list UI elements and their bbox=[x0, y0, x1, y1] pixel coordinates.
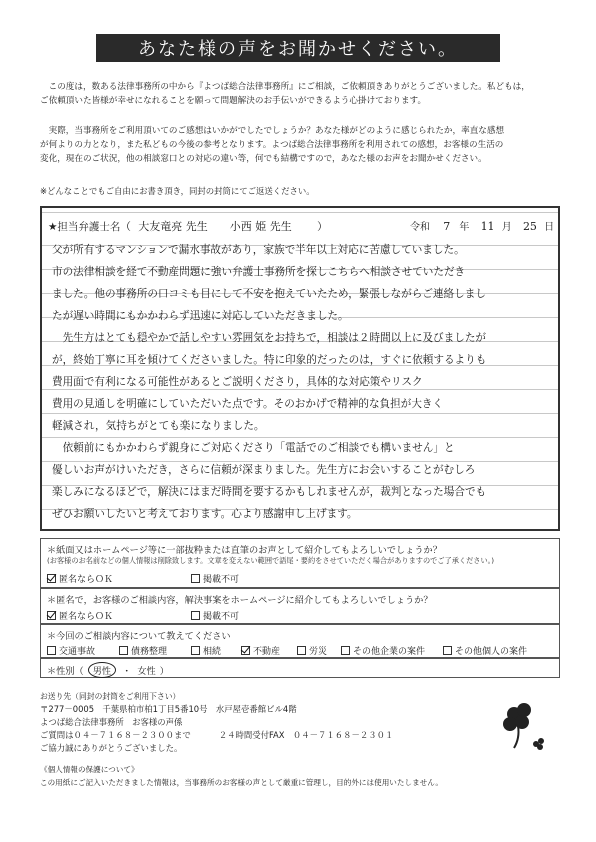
option-label: 相続 bbox=[203, 647, 222, 657]
q1-subtext: (お客様のお名前などの個人情報は削除致します。文章を変えない範囲で語尾・要約をさせていただく場合がありますのでご了承ください。) bbox=[47, 556, 495, 565]
checkbox-unchecked[interactable] bbox=[191, 646, 200, 655]
q1-title: ＊紙面又はホームページ等に一部抜粋または直筆のお声として紹介してもよろしいでしょうか？ bbox=[47, 545, 442, 556]
date-year: 7 bbox=[443, 220, 451, 233]
option-label: 労災 bbox=[309, 647, 328, 657]
lawyer-name-row bbox=[48, 218, 328, 234]
checkbox-unchecked[interactable] bbox=[191, 611, 200, 620]
checkbox-unchecked[interactable] bbox=[341, 646, 350, 655]
gender-separator: ・ bbox=[122, 666, 132, 677]
feedback-line: 先生方はとても穏やかで話しやすい雰囲気をお持ちで，相談は２時間以上に及びましたが bbox=[52, 332, 487, 344]
feedback-line: ました。他の事務所の口コミも目にして不安を抱えていたため，緊張しながらご連絡しまし bbox=[52, 288, 486, 300]
option-label: 掲載不可 bbox=[203, 612, 240, 622]
q4-label-close: ） bbox=[159, 666, 169, 677]
date-row bbox=[410, 218, 554, 233]
send-to-label: お送り先（同封の封筒をご利用下さい） bbox=[40, 692, 181, 701]
feedback-line: 費用面で有利になる可能性があるとご説明くださり，具体的な対応策やリスク bbox=[52, 376, 423, 388]
q3-title: ＊今回のご相談内容について教えてください bbox=[47, 631, 231, 642]
lawyer-label-close: ） bbox=[317, 221, 328, 233]
q3-option[interactable] bbox=[241, 644, 280, 657]
feedback-line: 費用の見通しを明確にしていただいた点です。そのおかげで精神的な負担が大きく bbox=[52, 398, 444, 410]
intro-paragraph-1: この度は，数ある法律事務所の中から『よつば総合法律事務所』にご相談，ご依頼頂きありがとうございました。私どもは， ご依頼頂いた皆様が幸せになれることを願って問題解決のお手伝いができるよう心掛けております。 bbox=[40, 82, 530, 106]
feedback-line: が，終始丁寧に耳を傾けてくださいました。特に印象的だったのは，すぐに依頼するよりも bbox=[52, 354, 487, 366]
checkbox-checked[interactable] bbox=[47, 574, 56, 583]
q3-option[interactable] bbox=[297, 644, 327, 657]
fax-info: ２４時間受付FAX ０４－７１６８－２３０１ bbox=[218, 730, 394, 740]
q3-option[interactable] bbox=[119, 644, 167, 657]
q2-option-anonymous[interactable] bbox=[47, 609, 113, 622]
lawyer-names: 大友竜亮 先生 小西 姫 先生 bbox=[138, 220, 292, 233]
checkbox-checked[interactable] bbox=[241, 646, 250, 655]
contact-row bbox=[40, 729, 560, 742]
tel-info: ご質問は０４－７１６８－２３００まで bbox=[40, 730, 191, 740]
q3-option[interactable] bbox=[443, 644, 527, 657]
checkbox-checked[interactable] bbox=[47, 611, 56, 620]
checkbox-unchecked[interactable] bbox=[119, 646, 128, 655]
q1-publish-consent bbox=[40, 538, 560, 588]
q4-row bbox=[47, 662, 169, 678]
q1-option-anonymous[interactable] bbox=[47, 572, 113, 585]
privacy-title: 《個人情報の保護について》 bbox=[40, 765, 139, 774]
gender-male-selected[interactable]: 男性 bbox=[88, 662, 116, 678]
q3-option[interactable] bbox=[191, 644, 221, 657]
checkbox-unchecked[interactable] bbox=[191, 574, 200, 583]
feedback-line: たが遅い時間にもかかわらず迅速に対応していただきました。 bbox=[52, 310, 349, 322]
feedback-line: 軽減され，気持ちがとても楽になりました。 bbox=[52, 420, 265, 432]
option-label: その他個人の案件 bbox=[455, 647, 528, 657]
footer bbox=[40, 690, 560, 789]
date-day-unit: 日 bbox=[544, 222, 555, 233]
q2-option-decline[interactable] bbox=[191, 609, 239, 622]
office-name: よつば総合法律事務所 お客様の声係 bbox=[40, 717, 183, 727]
checkbox-unchecked[interactable] bbox=[47, 646, 56, 655]
lawyer-label: ★担当弁護士名（ bbox=[48, 221, 131, 233]
feedback-line: 父が所有するマンションで漏水事故があり，家族で半年以上対応に苦慮していました。 bbox=[52, 244, 465, 256]
address: 〒277－0005 千葉県柏市柏1丁目5番10号 水戸屋壱番館ビル4階 bbox=[40, 704, 297, 714]
option-label: 掲載不可 bbox=[203, 575, 240, 585]
q2-case-consent bbox=[40, 588, 560, 624]
feedback-line: 楽しみになるほどで，解決にはまだ時間を要するかもしれませんが，裁判となった場合でも bbox=[52, 486, 487, 498]
option-label: 匿名ならＯＫ bbox=[59, 612, 114, 622]
q3-option[interactable] bbox=[341, 644, 425, 657]
option-label: その他企業の案件 bbox=[353, 647, 426, 657]
date-month: 11 bbox=[480, 220, 495, 233]
date-month-unit: 月 bbox=[501, 222, 512, 233]
q3-option[interactable] bbox=[47, 644, 95, 657]
q4-gender bbox=[40, 658, 560, 678]
option-label: 匿名ならＯＫ bbox=[59, 575, 114, 585]
feedback-box[interactable] bbox=[40, 206, 560, 531]
feedback-line: 依頼前にもかかわらず親身にご対応くださり「電話でのご相談でも構いません」と bbox=[52, 442, 455, 454]
clover-icon bbox=[498, 700, 548, 756]
checkbox-unchecked[interactable] bbox=[297, 646, 306, 655]
privacy-text: この用紙にご記入いただきました情報は，当事務所のお客様の声として厳重に管理し，目的外には使用いたしません。 bbox=[40, 778, 443, 787]
feedback-line: ぜひお願いしたいと考えております。心より感謝申し上げます。 bbox=[52, 508, 358, 520]
q3-consultation-type bbox=[40, 624, 560, 658]
thanks-text: ご協力誠にありがとうございました。 bbox=[40, 743, 183, 753]
date-day: 25 bbox=[522, 220, 537, 233]
q1-option-decline[interactable] bbox=[191, 572, 239, 585]
instructions-note: ※どんなことでもご自由にお書き頂き，同封の封筒にてご返送ください。 bbox=[40, 186, 315, 196]
date-year-unit: 年 bbox=[459, 222, 470, 233]
option-label: 不動産 bbox=[253, 647, 281, 657]
option-label: 債務整理 bbox=[131, 647, 168, 657]
feedback-line: 市の法律相談を経て不動産問題に強い弁護士事務所を探しこちらへ相談させていただき bbox=[52, 266, 466, 278]
q2-title: ＊匿名で，お客様のご相談内容，解決事案をホームページに紹介してもよろしいでしょうか？ bbox=[47, 595, 433, 606]
gender-female[interactable]: 女性 bbox=[137, 666, 156, 677]
checkbox-unchecked[interactable] bbox=[443, 646, 452, 655]
q4-label: ＊性別（ bbox=[47, 666, 84, 677]
feedback-line: 優しいお声がけいただき，さらに信頼が深まりました。先生方にお会いすることがむしろ bbox=[52, 464, 476, 476]
page-title: あなた様の声をお聞かせください。 bbox=[96, 34, 500, 62]
date-era: 令和 bbox=[410, 222, 430, 233]
intro-paragraph-2: 実際，当事務所をご利用頂いてのご感想はいかがでしたでしょうか？あなた様がどのように感じられたか，率直な感想 が何よりの力となり，また私どもの今後の参考となります。よつば総合法律事務所を利用されての感想，お客様の生活の 変化，現在のご状況，他の相談窓口との対応の違い等，何でも結構ですので，あなた様のお声をお聞かせください。 bbox=[40, 126, 505, 164]
option-label: 交通事故 bbox=[59, 647, 96, 657]
